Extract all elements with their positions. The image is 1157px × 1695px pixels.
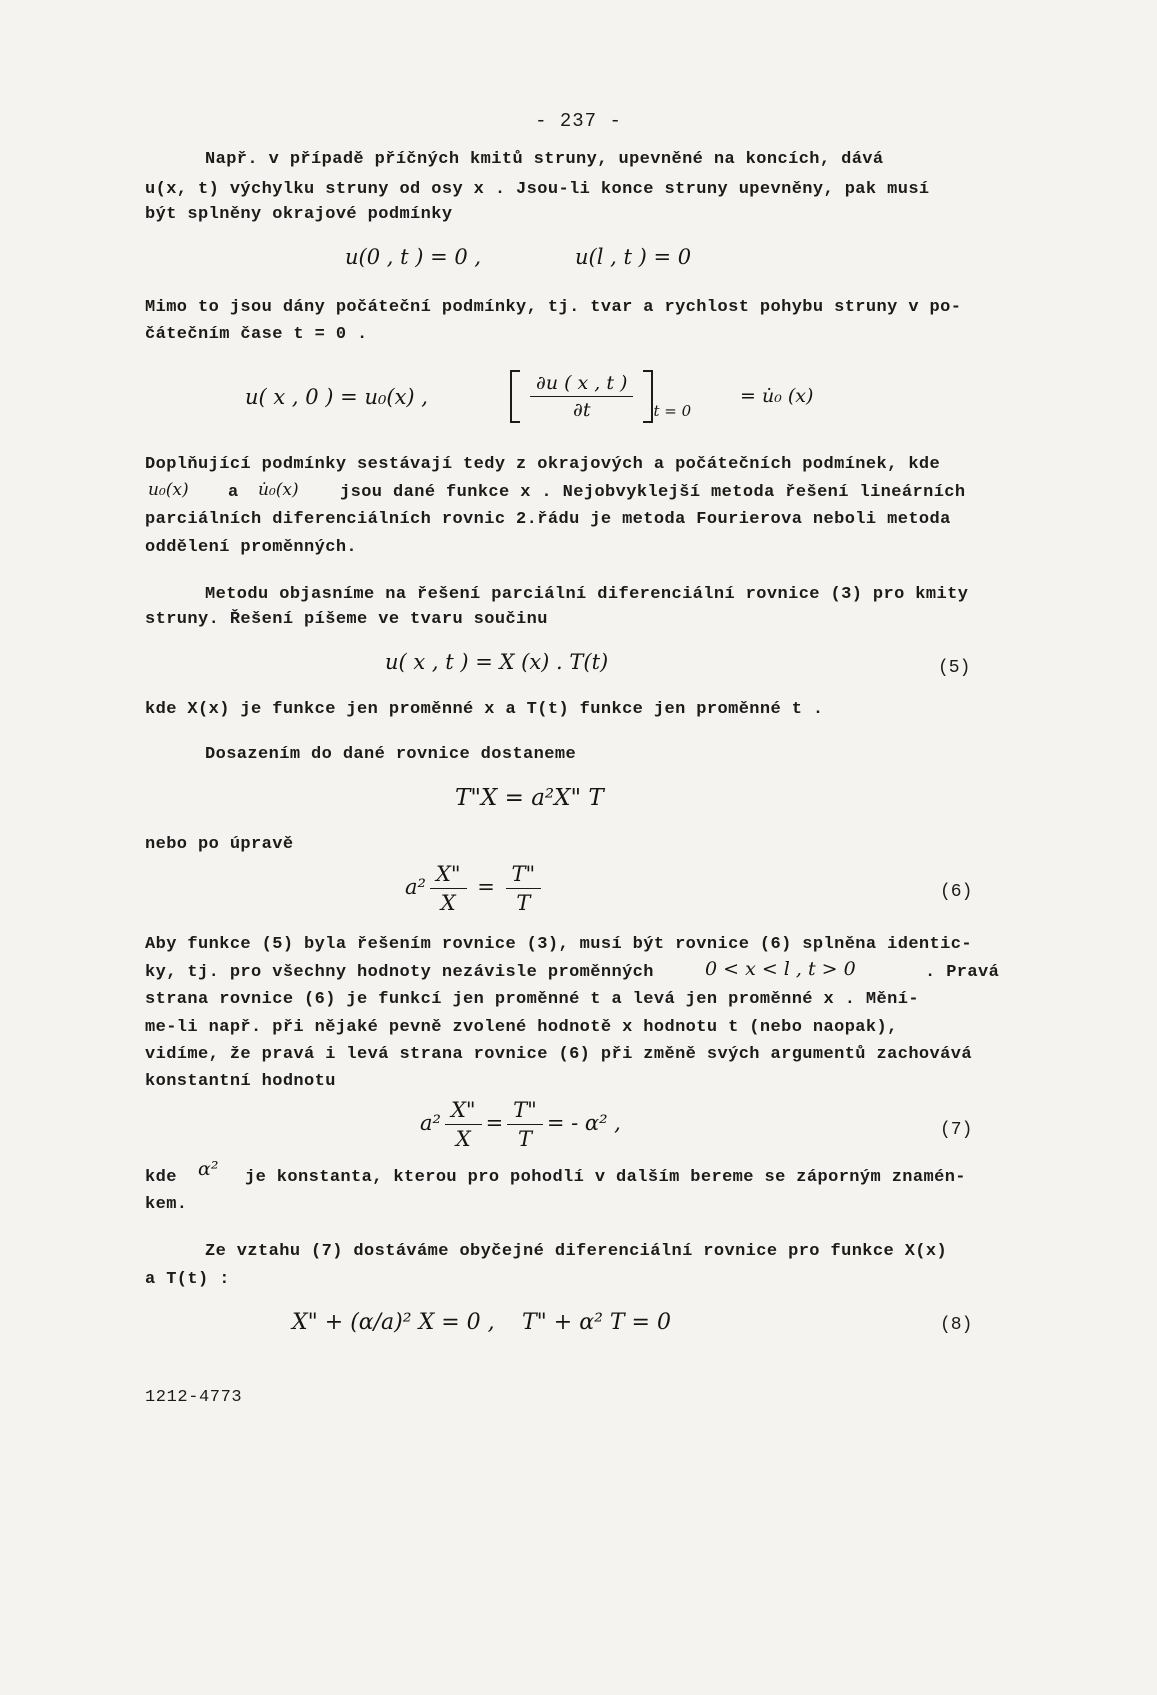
equation-boundary-2: u(l , t ) = 0 <box>575 245 692 269</box>
fraction <box>445 1098 482 1151</box>
text-line: strana rovnice (6) je funkcí jen proměnné t a levá jen proměnné x . Mění- <box>145 990 919 1009</box>
text-line: me-li např. při nějaké pevně zvolené hodnotě x hodnotu t (nebo naopak), <box>145 1018 898 1037</box>
fraction-numerator: T" <box>506 862 542 889</box>
coefficient: a² <box>405 875 426 899</box>
footer-code: 1212-4773 <box>145 1388 243 1407</box>
text-line: nebo po úpravě <box>145 835 294 854</box>
text-line: být splněny okrajové podmínky <box>145 205 453 224</box>
fraction-denominator: T <box>516 891 531 915</box>
text-line: Dosazením do dané rovnice dostaneme <box>205 745 577 764</box>
fraction-denominator: T <box>518 1127 533 1151</box>
equation-boundary-1: u(0 , t ) = 0 , <box>345 245 482 269</box>
equation-7: a² $\frac{X"}{X}$ = $\frac{T"}{T}$ = - α² , <box>420 1098 621 1151</box>
text-line: konstantní hodnotu <box>145 1072 336 1091</box>
equation-initial-1: u( x , 0 ) = u₀(x) , <box>245 385 428 409</box>
bracket <box>510 370 653 423</box>
fraction-numerator: ∂u ( x , t ) <box>530 372 633 397</box>
text-line: Ze vztahu (7) dostáváme obyčejné diferenciální rovnice pro funkce X(x) <box>205 1242 948 1261</box>
text-line: Např. v případě příčných kmitů struny, upevněné na koncích, dává <box>205 150 884 169</box>
equation-5: u( x , t ) = X (x) . T(t) <box>385 650 609 674</box>
text-line: kem. <box>145 1195 188 1214</box>
fraction <box>530 372 633 421</box>
subscript: t = 0 <box>653 401 692 420</box>
text-line: kde <box>145 1168 177 1187</box>
fraction-denominator: X <box>440 891 456 915</box>
text-line: Aby funkce (5) byla řešením rovnice (3), musí být rovnice (6) splněna identic- <box>145 935 972 954</box>
text-line: ky, tj. pro všechny hodnoty nezávisle proměnných <box>145 963 654 982</box>
text-line: u(x, t) výchylku struny od osy x . Jsou-li konce struny upevněny, pak musí <box>145 180 930 199</box>
text-line: kde X(x) je funkce jen proměnné x a T(t) funkce jen proměnné t . <box>145 700 824 719</box>
equals-sign: = <box>477 875 495 899</box>
page-number: - 237 - <box>535 110 622 132</box>
text-line: . Pravá <box>925 963 1000 982</box>
text-line: a T(t) : <box>145 1270 230 1289</box>
equation-label: (6) <box>940 882 973 902</box>
text-line: Metodu objasníme na řešení parciální diferenciální rovnice (3) pro kmity <box>205 585 969 604</box>
text-line: je konstanta, kterou pro pohodlí v dalším bereme se záporným znamén- <box>245 1168 966 1187</box>
equation-initial-2 <box>510 370 691 423</box>
text-line: čátečním čase t = 0 . <box>145 325 368 344</box>
equation-initial-rhs: = u̇₀ (x) <box>740 385 814 407</box>
fraction-numerator: X" <box>445 1098 482 1125</box>
fraction-numerator: T" <box>507 1098 543 1125</box>
equation-substitution: T"X = a²X" T <box>455 785 604 811</box>
fraction-denominator: X <box>455 1127 471 1151</box>
equation-8a: X" + (α/a)² X = 0 , <box>292 1310 495 1335</box>
text-line: jsou dané funkce x . Nejobvyklejší metoda řešení lineárních <box>340 483 966 502</box>
text-line: oddělení proměnných. <box>145 538 358 557</box>
fraction <box>506 862 542 915</box>
coefficient: a² <box>420 1111 441 1135</box>
fraction <box>507 1098 543 1151</box>
text-line: vidíme, že pravá i levá strana rovnice (6) při změně svých argumentů zachovává <box>145 1045 972 1064</box>
equation-label: (7) <box>940 1120 973 1140</box>
fraction <box>430 862 467 915</box>
alpha-squared: α² <box>198 1158 219 1180</box>
fraction-denominator: ∂t <box>573 399 591 421</box>
inline-u0: u₀(x) <box>148 480 189 500</box>
equation-tail: = - α² , <box>546 1111 621 1135</box>
equation-6 <box>405 862 545 915</box>
fraction-numerator: X" <box>430 862 467 889</box>
equation-label: (8) <box>940 1315 973 1335</box>
text-line: Mimo to jsou dány počáteční podmínky, tj. tvar a rychlost pohybu struny v po- <box>145 298 962 317</box>
text-line: parciálních diferenciálních rovnic 2.řádu je metoda Fourierova neboli metoda <box>145 510 951 529</box>
text-line: a <box>228 483 239 502</box>
text-line: Doplňující podmínky sestávají tedy z okrajových a počátečních podmínek, kde <box>145 455 941 474</box>
equation-label: (5) <box>938 658 971 678</box>
domain-condition: 0 < x < l , t > 0 <box>705 958 856 980</box>
equation-8b: T" + α² T = 0 <box>522 1310 671 1335</box>
text-line: struny. Řešení píšeme ve tvaru součinu <box>145 610 548 629</box>
inline-u0dot: u̇₀(x) <box>258 480 299 500</box>
